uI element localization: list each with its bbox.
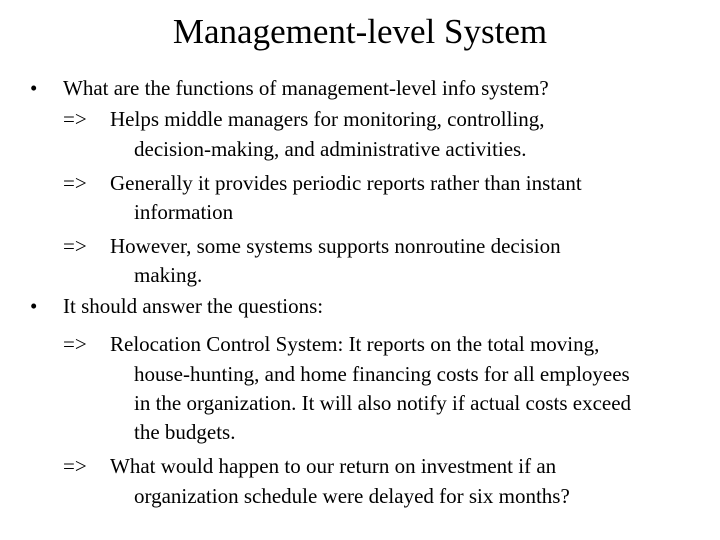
sub-item-line: decision-making, and administrative activities.: [134, 137, 527, 161]
bullet-text: What are the functions of management-level info system?: [63, 76, 549, 100]
sub-item-line: Helps middle managers for monitoring, controlling,: [110, 107, 545, 131]
sub-item-line: Relocation Control System: It reports on the total moving,: [110, 332, 600, 356]
sub-item-line: the budgets.: [134, 420, 236, 444]
sub-item-line: information: [134, 200, 234, 224]
arrow-marker: =>: [63, 332, 87, 356]
sub-item-line: house-hunting, and home financing costs for all employees: [134, 362, 630, 386]
sub-item-line: in the organization. It will also notify if actual costs exceed: [134, 391, 632, 415]
bullet-text: It should answer the questions:: [63, 294, 324, 318]
arrow-marker: =>: [63, 107, 87, 131]
sub-item-line: What would happen to our return on investment if an: [110, 454, 557, 478]
arrow-marker: =>: [63, 171, 87, 195]
slide-title: Management-level System: [172, 12, 548, 51]
sub-item-line: organization schedule were delayed for six months?: [134, 484, 570, 508]
arrow-marker: =>: [63, 234, 87, 258]
bullet-icon: •: [30, 76, 38, 100]
sub-item-line: Generally it provides periodic reports rather than instant: [110, 171, 582, 195]
sub-item-line: making.: [134, 263, 203, 287]
arrow-marker: =>: [63, 454, 87, 478]
bullet-icon: •: [30, 294, 38, 318]
sub-item-line: However, some systems supports nonroutine decision: [110, 234, 561, 258]
